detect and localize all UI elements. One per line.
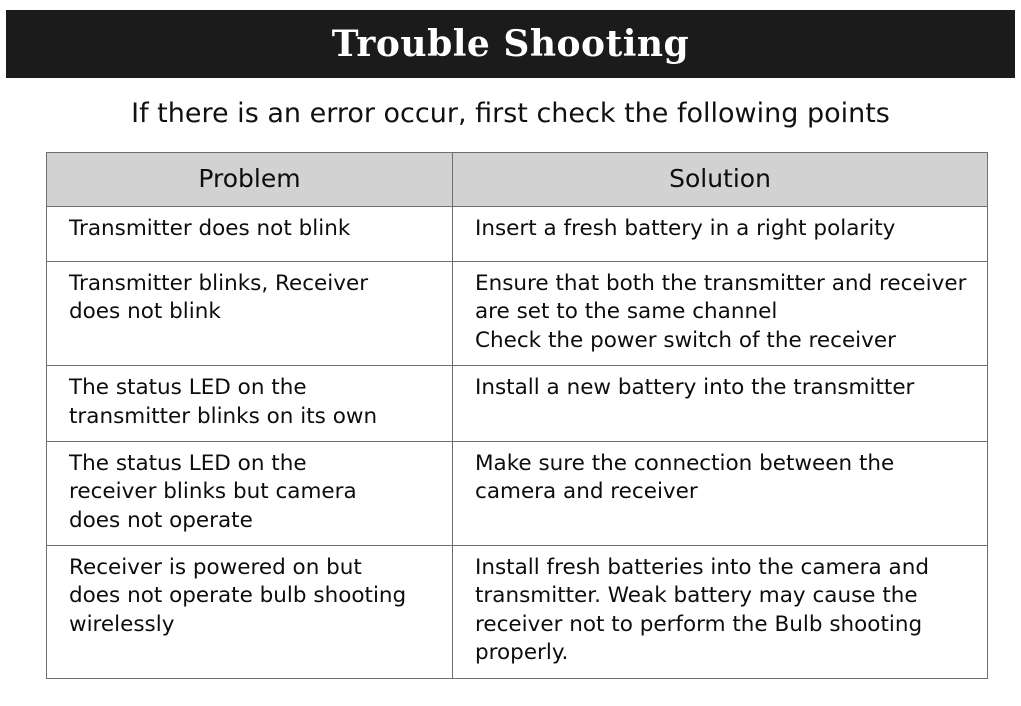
table-body [47,207,988,679]
cell-line: Install fresh batteries into the camera and [475,555,929,580]
table-row [47,546,988,679]
table-row [47,441,988,545]
page-title: Trouble Shooting [331,23,690,65]
cell-line: camera and receiver [475,479,698,505]
cell-line: The status LED on the [69,450,307,476]
cell-solution [453,366,988,442]
table-header [47,153,988,207]
cell-line: Transmitter blinks, Receiver [69,271,369,296]
cell-line: Ensure that both the transmitter and receiver [475,271,967,296]
cell-line: receiver not to perform the Bulb shooting [475,611,923,637]
cell-problem [47,546,453,679]
cell-problem [47,441,453,545]
column-header-solution: Solution [453,153,988,207]
table-row [47,262,988,366]
cell-line: are set to the same channel [475,299,778,325]
troubleshooting-table-wrapper [46,152,987,679]
cell-line: Receiver is powered on but [69,555,362,580]
cell-problem [47,366,453,442]
table-row [47,366,988,442]
cell-line: transmitter. Weak battery may cause the [475,583,918,609]
cell-line: does not operate bulb shooting [69,583,407,609]
cell-line: Install a new battery into the transmitter [475,375,915,401]
table-row [47,207,988,262]
cell-problem [47,262,453,366]
cell-line: wirelessly [69,611,175,637]
cell-line: does not blink [69,299,221,325]
cell-problem [47,207,453,262]
cell-solution [453,546,988,679]
cell-solution [453,441,988,545]
cell-line: does not operate [69,507,253,533]
subtitle-text: If there is an error occur, first check the following points [131,98,890,129]
cell-line: transmitter blinks on its own [69,403,378,429]
cell-line: The status LED on the [69,375,307,401]
cell-solution [453,262,988,366]
column-header-problem: Problem [47,153,453,207]
cell-line: Insert a fresh battery in a right polarity [475,216,896,241]
title-bar [6,10,1015,78]
cell-line: properly. [475,640,569,666]
cell-line: receiver blinks but camera [69,479,357,505]
cell-line: Make sure the connection between the [475,450,895,476]
cell-line: Transmitter does not blink [69,216,351,241]
cell-solution [453,207,988,262]
cell-line: Check the power switch of the receiver [475,327,896,353]
troubleshooting-table [46,152,988,679]
table-header-row [47,153,988,207]
